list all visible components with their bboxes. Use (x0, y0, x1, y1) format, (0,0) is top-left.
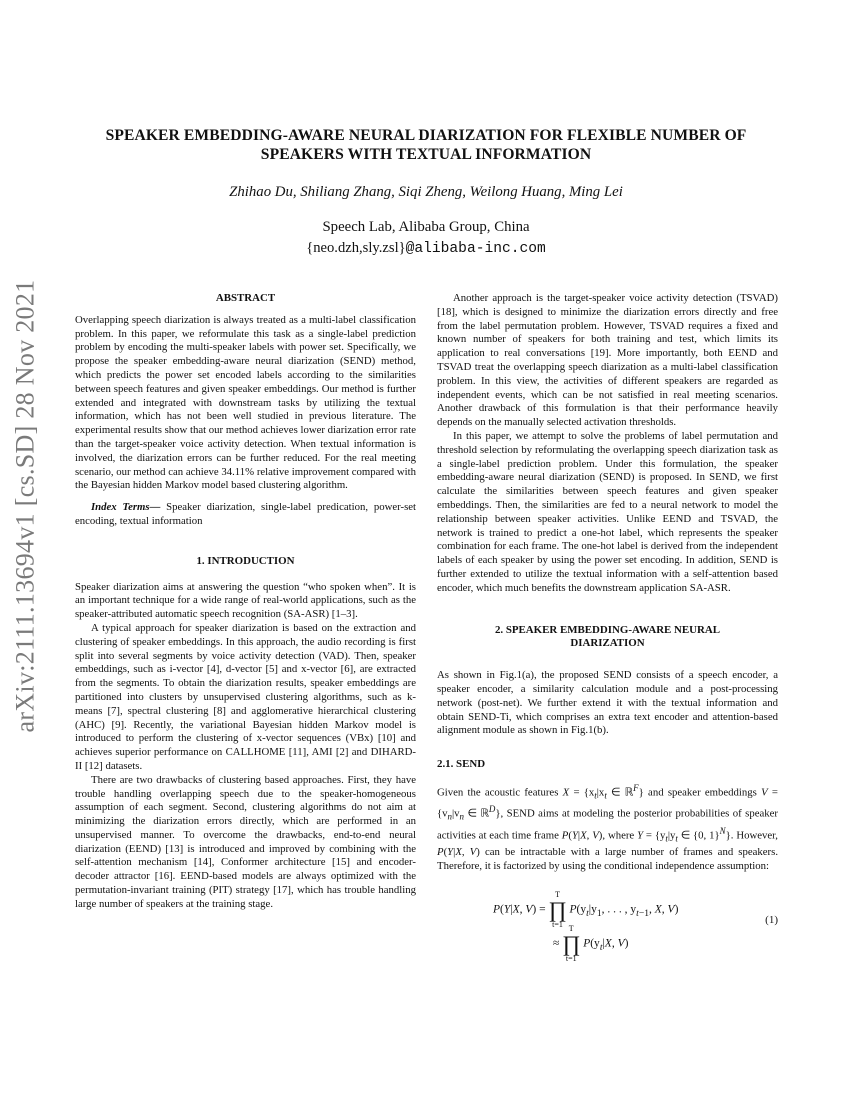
sub-p-f: can be intractable with a large number of frames and speakers. Therefore, it is factorized by using the conditional independence assumption: (437, 846, 779, 873)
index-terms-text: Speaker diarization, single-label predication, power-set encoding, textual information (75, 501, 417, 527)
equation-1 (437, 888, 778, 964)
abstract-heading: ABSTRACT (215, 292, 276, 304)
affiliation: Speech Lab, Alibaba Group, China (322, 219, 530, 235)
section-2-heading (437, 624, 778, 652)
email (80, 239, 772, 259)
index-terms (75, 501, 416, 529)
section-2-heading-line-2: DIARIZATION (570, 637, 645, 650)
email-domain: @alibaba-inc.com (405, 241, 546, 257)
intro-paragraph-1: Speaker diarization aims at answering the question “who spoken when”. It is an important technique for a wide range of real-world applications, such as the speaker-attributed automatic speech recognition (SA-ASR) [1–3]. (75, 580, 416, 621)
sub-p-c: , SEND aims at modeling the posterior probabilities of speaker activities at each time frame (437, 808, 778, 842)
paper-title (80, 126, 772, 164)
equation-line-1: P(Y|X, V) = T ∏ t=1 $P(y_t|y_1$, . . . , $y_{t-1}$, X, V) (493, 890, 679, 930)
intro-paragraph-4: Another approach is the target-speaker voice activity detection (TSVAD) [18], which is designed to minimize the diarization errors directly and free from the label permutation problem. However, TSVAD requires a fixed and known number of speakers for both training and test, which limits its application to real conversations [19]. More importantly, both EEND and TSVAD treat the overlapping speech diarization as a multi-label classification problem. In this view, the activities of different speakers are regarded as independent events, which can be not satisfied in real meeting scenarios. Another drawback of this formulation is that their performance heavily depends on the manually selected activation thresholds. (437, 292, 778, 429)
sub-p-a: Given the acoustic features (437, 786, 563, 799)
section-2-paragraph: As shown in Fig.1(a), the proposed SEND consists of a speech encoder, a speaker encoder, a similarity calculation module and a post-processing network (post-net). We further extend it with the textual information and obtain SEND-Ti, which comprises an extra text encoder and attention-based alignment module as shown in Fig.1(b). (437, 669, 778, 737)
right-column (437, 292, 779, 964)
sub-p-d: , where (602, 829, 638, 842)
title-line-2: SPEAKERS WITH TEXTUAL INFORMATION (260, 146, 592, 163)
intro-paragraph-2: A typical approach for speaker diarization is based on the extraction and clustering of speaker embeddings. In this approach, the audio recording is first split into several segments by voice activity detection (VAD). Then, speaker embeddings, such as i-vector [4], d-vector [5] and x-vector [6], are extracted from the segments. To obtain the diarization results, speaker embeddings are partitioned into clusters by unsupervised clustering algorithms, such as k-means [7], spectral clustering [8] and agglomerative hierarchical clustering (AHC) [9]. Recently, the variational Bayesian hidden Markov model is introduced to perform the clustering of x-vector sequences (VBx) [10] and achieves superior performance on CALLHOME [11], AMI [2] and DIHARD-II [12] datasets. (75, 621, 416, 772)
equation-number: (1) (765, 914, 778, 927)
subsection-heading: 2.1. SEND (437, 758, 486, 771)
index-terms-label: Index Terms— (91, 501, 161, 514)
left-column (75, 292, 416, 912)
arxiv-stamp (4, 279, 47, 733)
authors: Zhihao Du, Shiliang Zhang, Siqi Zheng, Weilong Huang, Ming Lei (229, 184, 623, 200)
title-line-1: SPEAKER EMBEDDING-AWARE NEURAL DIARIZATION FOR FLEXIBLE NUMBER OF (105, 127, 747, 144)
sub-p-e: . However, (730, 829, 778, 842)
sub-p-b: and speaker embeddings (643, 786, 762, 799)
arxiv-stamp-text: arXiv:2111.13694v1 [cs.SD] 28 Nov 2021 (10, 279, 40, 733)
email-user: {neo.dzh,sly.zsl} (306, 240, 406, 256)
intro-paragraph-5: In this paper, we attempt to solve the problems of label permutation and threshold selection by reformulating the overlapping speech diarization task as a single-label prediction problem. Under this formulation, the speaker embedding-aware neural diarization (SEND) is proposed. In SEND, we first calculate the similarities between speech features and given speaker embeddings. Then, the similarities are fed to a neural network to model the relationship between speaker activities. Unlike EEND and TSVAD, the network is trained to predict a one-hot label, which represents the speaker combination for each frame. The one-hot label is derived from the independent labels of each speaker by using the power set encoding. In addition, SEND is further extended to utilize the textual information with a self-attention based encoder, which much benefits the downstream application SA-ASR. (437, 429, 778, 594)
intro-paragraph-3: There are two drawbacks of clustering based approaches. First, they have trouble handling overlapping speech due to the speaker-homogeneous assumption of each segment. Second, clustering algorithms do not aim at minimizing the diarization errors directly, which are performed in an unsupervised manner. To overcome the drawbacks, end-to-end neural diarization (EEND) [13] is introduced and improved by combining with the self-attention mechanism [14], Conformer architecture [15] and encoder-decoder attractor [16]. EEND-based models are always optimized with the permutation-invariant training (PIT) strategy [17], which has trouble handling large number of speakers at the training stage. (75, 773, 416, 910)
section-2-heading-line-1: 2. SPEAKER EMBEDDING-AWARE NEURAL (494, 623, 721, 636)
abstract-body: Overlapping speech diarization is always treated as a multi-label classification problem. In this paper, we reformulate this task as a single-label prediction problem by encoding the multi-speaker labels with power set. Specifically, we propose the speaker embedding-aware neural diarization (SEND) method, which predicts the power set encoded labels according to the similarities between speech features and given speaker embeddings. Our method is further extended and integrated with downstream tasks by utilizing the textual information, which has not been well studied in previous literature. The experimental results show that our method achieves lower diarization error rate than the target-speaker voice activity detection. When textual information is involved, the diarization errors can be further reduced. For the real meeting scenario, our method can achieve 34.11% relative improvement compared with the Bayesian hidden Markov model based clustering algorithm. (75, 313, 416, 492)
equation-line-2: ≈ T ∏ t=1 $P(y_t|X$, V) (553, 924, 629, 964)
subsection-paragraph: Given the acoustic features $X = \{x_t|x_t$ ∈ ℝ$^F$} and speaker embeddings $V = \{v_n|v_n$ ∈ ℝ$^D$}, SEND aims at modeling the posterior probabilities of speaker activities at each time frame P(Y|X, V), where $Y = \{y_t|y_t$ ∈ {0, 1}$^N$}. However, P(Y|X, V) can be intractable with a large number of frames and speakers. Therefore, it is factorized by using the conditional independence assumption: (437, 782, 779, 873)
intro-heading: 1. INTRODUCTION (196, 554, 295, 567)
